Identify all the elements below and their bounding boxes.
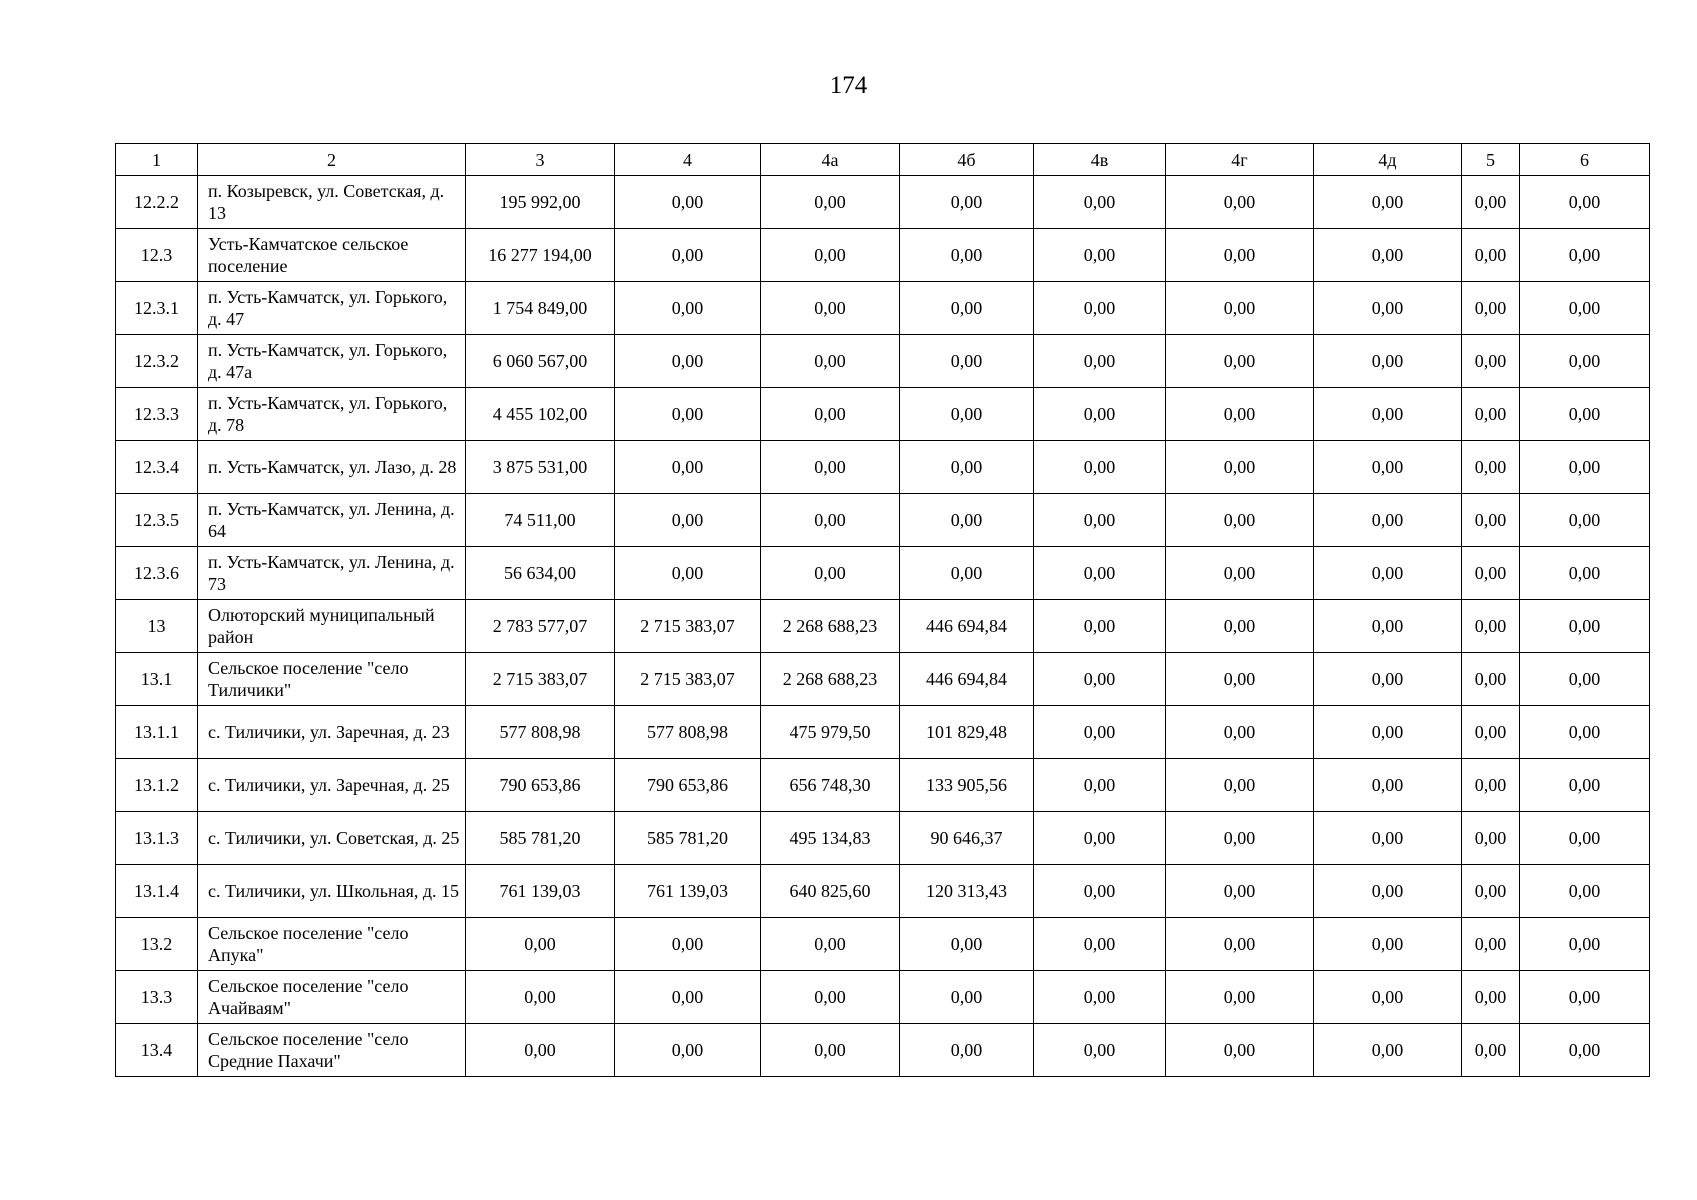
value-cell: 0,00 [1520, 918, 1650, 971]
value-cell: 120 313,43 [900, 865, 1034, 918]
page-number: 174 [829, 72, 868, 99]
value-cell: 0,00 [1462, 918, 1520, 971]
value-cell: 0,00 [615, 176, 761, 229]
value-cell: 0,00 [466, 1024, 615, 1077]
column-header: 4д [1314, 144, 1462, 176]
value-cell: 0,00 [466, 918, 615, 971]
value-cell: 640 825,60 [761, 865, 900, 918]
value-cell: 761 139,03 [466, 865, 615, 918]
value-cell: 0,00 [1314, 812, 1462, 865]
value-cell: 0,00 [615, 441, 761, 494]
value-cell: 0,00 [1034, 759, 1166, 812]
object-name-cell: с. Тиличики, ул. Заречная, д. 23 [198, 706, 466, 759]
object-name-cell: п. Усть-Камчатск, ул. Ленина, д. 73 [198, 547, 466, 600]
value-cell: 0,00 [1034, 176, 1166, 229]
value-cell: 0,00 [900, 176, 1034, 229]
value-cell: 0,00 [900, 918, 1034, 971]
value-cell: 0,00 [1166, 706, 1314, 759]
table-row [116, 282, 1650, 335]
value-cell: 0,00 [1520, 1024, 1650, 1077]
value-cell: 0,00 [1166, 335, 1314, 388]
value-cell: 475 979,50 [761, 706, 900, 759]
column-header: 3 [466, 144, 615, 176]
value-cell: 0,00 [615, 971, 761, 1024]
table-row [116, 229, 1650, 282]
value-cell: 790 653,86 [466, 759, 615, 812]
value-cell: 0,00 [1166, 812, 1314, 865]
table-row [116, 706, 1650, 759]
value-cell: 577 808,98 [466, 706, 615, 759]
value-cell: 761 139,03 [615, 865, 761, 918]
value-cell: 0,00 [1520, 653, 1650, 706]
value-cell: 0,00 [1462, 706, 1520, 759]
value-cell: 0,00 [1462, 812, 1520, 865]
value-cell: 0,00 [1314, 600, 1462, 653]
value-cell: 6 060 567,00 [466, 335, 615, 388]
value-cell: 1 754 849,00 [466, 282, 615, 335]
value-cell: 0,00 [1462, 547, 1520, 600]
header-row [116, 144, 1650, 176]
value-cell: 0,00 [761, 971, 900, 1024]
value-cell: 0,00 [1034, 229, 1166, 282]
value-cell: 0,00 [1034, 282, 1166, 335]
value-cell: 0,00 [900, 547, 1034, 600]
value-cell: 0,00 [1314, 1024, 1462, 1077]
value-cell: 0,00 [1520, 865, 1650, 918]
row-number-cell: 13.4 [116, 1024, 198, 1077]
column-header: 4а [761, 144, 900, 176]
object-name-cell: Сельское поселение "село Апука" [198, 918, 466, 971]
value-cell: 0,00 [1314, 335, 1462, 388]
value-cell: 2 268 688,23 [761, 600, 900, 653]
value-cell: 0,00 [1520, 759, 1650, 812]
value-cell: 0,00 [1462, 335, 1520, 388]
value-cell: 0,00 [1520, 812, 1650, 865]
value-cell: 0,00 [1166, 388, 1314, 441]
value-cell: 90 646,37 [900, 812, 1034, 865]
row-number-cell: 12.2.2 [116, 176, 198, 229]
object-name-cell: Сельское поселение "село Средние Пахачи" [198, 1024, 466, 1077]
value-cell: 0,00 [900, 388, 1034, 441]
value-cell: 0,00 [1462, 388, 1520, 441]
value-cell: 0,00 [1314, 229, 1462, 282]
value-cell: 577 808,98 [615, 706, 761, 759]
object-name-cell: Олюторский муниципальный район [198, 600, 466, 653]
value-cell: 0,00 [761, 918, 900, 971]
row-number-cell: 12.3.6 [116, 547, 198, 600]
table-row [116, 653, 1650, 706]
column-header: 2 [198, 144, 466, 176]
value-cell: 0,00 [1462, 282, 1520, 335]
value-cell: 101 829,48 [900, 706, 1034, 759]
value-cell: 0,00 [1462, 494, 1520, 547]
value-cell: 0,00 [900, 494, 1034, 547]
value-cell: 0,00 [615, 918, 761, 971]
value-cell: 0,00 [1166, 759, 1314, 812]
value-cell: 0,00 [1034, 971, 1166, 1024]
value-cell: 0,00 [1314, 388, 1462, 441]
value-cell: 0,00 [1314, 547, 1462, 600]
row-number-cell: 12.3.4 [116, 441, 198, 494]
value-cell: 0,00 [1462, 176, 1520, 229]
value-cell: 0,00 [1034, 812, 1166, 865]
value-cell: 0,00 [900, 229, 1034, 282]
value-cell: 0,00 [1462, 229, 1520, 282]
value-cell: 0,00 [1166, 1024, 1314, 1077]
value-cell: 0,00 [1034, 653, 1166, 706]
value-cell: 0,00 [1166, 971, 1314, 1024]
value-cell: 2 715 383,07 [466, 653, 615, 706]
row-number-cell: 13.1.3 [116, 812, 198, 865]
table-row [116, 918, 1650, 971]
value-cell: 0,00 [615, 229, 761, 282]
row-number-cell: 12.3.5 [116, 494, 198, 547]
object-name-cell: Сельское поселение "село Тиличики" [198, 653, 466, 706]
value-cell: 0,00 [1462, 441, 1520, 494]
object-name-cell: п. Усть-Камчатск, ул. Горького, д. 78 [198, 388, 466, 441]
value-cell: 0,00 [761, 229, 900, 282]
value-cell: 133 905,56 [900, 759, 1034, 812]
value-cell: 0,00 [1166, 653, 1314, 706]
column-header: 4г [1166, 144, 1314, 176]
value-cell: 0,00 [1314, 653, 1462, 706]
value-cell: 0,00 [1314, 971, 1462, 1024]
value-cell: 0,00 [761, 1024, 900, 1077]
object-name-cell: п. Усть-Камчатск, ул. Лазо, д. 28 [198, 441, 466, 494]
value-cell: 0,00 [615, 388, 761, 441]
value-cell: 0,00 [1034, 918, 1166, 971]
value-cell: 0,00 [615, 335, 761, 388]
value-cell: 0,00 [1034, 335, 1166, 388]
value-cell: 0,00 [1034, 547, 1166, 600]
value-cell: 0,00 [900, 441, 1034, 494]
value-cell: 495 134,83 [761, 812, 900, 865]
value-cell: 0,00 [761, 388, 900, 441]
value-cell: 4 455 102,00 [466, 388, 615, 441]
value-cell: 0,00 [761, 547, 900, 600]
table-body [116, 176, 1650, 1077]
value-cell: 3 875 531,00 [466, 441, 615, 494]
value-cell: 0,00 [1520, 176, 1650, 229]
table-row [116, 547, 1650, 600]
value-cell: 0,00 [1314, 282, 1462, 335]
value-cell: 0,00 [1166, 547, 1314, 600]
value-cell: 0,00 [615, 494, 761, 547]
value-cell: 585 781,20 [615, 812, 761, 865]
table-row [116, 335, 1650, 388]
value-cell: 2 783 577,07 [466, 600, 615, 653]
value-cell: 0,00 [1034, 600, 1166, 653]
value-cell: 74 511,00 [466, 494, 615, 547]
value-cell: 0,00 [1314, 176, 1462, 229]
row-number-cell: 13.1 [116, 653, 198, 706]
value-cell: 0,00 [1462, 759, 1520, 812]
value-cell: 2 268 688,23 [761, 653, 900, 706]
value-cell: 0,00 [1520, 229, 1650, 282]
column-header: 1 [116, 144, 198, 176]
object-name-cell: Сельское поселение "село Ачайваям" [198, 971, 466, 1024]
value-cell: 0,00 [1166, 176, 1314, 229]
object-name-cell: с. Тиличики, ул. Советская, д. 25 [198, 812, 466, 865]
row-number-cell: 12.3.3 [116, 388, 198, 441]
value-cell: 656 748,30 [761, 759, 900, 812]
object-name-cell: с. Тиличики, ул. Заречная, д. 25 [198, 759, 466, 812]
value-cell: 0,00 [1462, 865, 1520, 918]
object-name-cell: п. Козыревск, ул. Советская, д. 13 [198, 176, 466, 229]
table-row [116, 388, 1650, 441]
value-cell: 0,00 [1462, 653, 1520, 706]
value-cell: 0,00 [615, 1024, 761, 1077]
value-cell: 0,00 [1034, 865, 1166, 918]
value-cell: 0,00 [1314, 759, 1462, 812]
row-number-cell: 13.2 [116, 918, 198, 971]
object-name-cell: п. Усть-Камчатск, ул. Ленина, д. 64 [198, 494, 466, 547]
value-cell: 16 277 194,00 [466, 229, 615, 282]
value-cell: 195 992,00 [466, 176, 615, 229]
row-number-cell: 13.1.1 [116, 706, 198, 759]
value-cell: 0,00 [1166, 918, 1314, 971]
table-row [116, 865, 1650, 918]
row-number-cell: 13.1.2 [116, 759, 198, 812]
row-number-cell: 13.1.4 [116, 865, 198, 918]
column-header: 6 [1520, 144, 1650, 176]
value-cell: 2 715 383,07 [615, 653, 761, 706]
table-row [116, 494, 1650, 547]
row-number-cell: 13.3 [116, 971, 198, 1024]
value-cell: 2 715 383,07 [615, 600, 761, 653]
row-number-cell: 12.3.2 [116, 335, 198, 388]
table-row [116, 812, 1650, 865]
value-cell: 0,00 [761, 282, 900, 335]
value-cell: 585 781,20 [466, 812, 615, 865]
data-table [115, 143, 1650, 1077]
value-cell: 0,00 [1520, 600, 1650, 653]
value-cell: 0,00 [1034, 1024, 1166, 1077]
object-name-cell: п. Усть-Камчатск, ул. Горького, д. 47 [198, 282, 466, 335]
value-cell: 0,00 [1314, 706, 1462, 759]
table-row [116, 441, 1650, 494]
value-cell: 0,00 [1520, 441, 1650, 494]
column-header: 5 [1462, 144, 1520, 176]
table-row [116, 1024, 1650, 1077]
value-cell: 0,00 [1166, 865, 1314, 918]
value-cell: 0,00 [1034, 441, 1166, 494]
value-cell: 0,00 [466, 971, 615, 1024]
value-cell: 446 694,84 [900, 653, 1034, 706]
value-cell: 0,00 [1034, 706, 1166, 759]
value-cell: 0,00 [1314, 918, 1462, 971]
table-row [116, 600, 1650, 653]
value-cell: 0,00 [900, 971, 1034, 1024]
value-cell: 0,00 [1520, 388, 1650, 441]
value-cell: 0,00 [1314, 441, 1462, 494]
value-cell: 0,00 [761, 494, 900, 547]
value-cell: 0,00 [615, 547, 761, 600]
value-cell: 0,00 [1166, 441, 1314, 494]
value-cell: 0,00 [900, 1024, 1034, 1077]
column-header: 4 [615, 144, 761, 176]
column-header: 4б [900, 144, 1034, 176]
value-cell: 0,00 [1166, 282, 1314, 335]
object-name-cell: п. Усть-Камчатск, ул. Горького, д. 47а [198, 335, 466, 388]
value-cell: 0,00 [1520, 706, 1650, 759]
value-cell: 0,00 [1314, 494, 1462, 547]
value-cell: 0,00 [1166, 494, 1314, 547]
row-number-cell: 12.3.1 [116, 282, 198, 335]
value-cell: 0,00 [1166, 600, 1314, 653]
value-cell: 0,00 [1462, 600, 1520, 653]
value-cell: 0,00 [761, 335, 900, 388]
object-name-cell: с. Тиличики, ул. Школьная, д. 15 [198, 865, 466, 918]
value-cell: 0,00 [1462, 971, 1520, 1024]
value-cell: 0,00 [615, 282, 761, 335]
value-cell: 0,00 [1034, 494, 1166, 547]
table-row [116, 971, 1650, 1024]
value-cell: 0,00 [1462, 1024, 1520, 1077]
value-cell: 0,00 [1520, 547, 1650, 600]
value-cell: 0,00 [1314, 865, 1462, 918]
value-cell: 0,00 [900, 335, 1034, 388]
value-cell: 790 653,86 [615, 759, 761, 812]
value-cell: 0,00 [761, 441, 900, 494]
object-name-cell: Усть-Камчатское сельское поселение [198, 229, 466, 282]
table-row [116, 176, 1650, 229]
value-cell: 0,00 [1520, 494, 1650, 547]
column-header: 4в [1034, 144, 1166, 176]
row-number-cell: 13 [116, 600, 198, 653]
value-cell: 0,00 [1166, 229, 1314, 282]
value-cell: 0,00 [1034, 388, 1166, 441]
table-row [116, 759, 1650, 812]
value-cell: 0,00 [1520, 335, 1650, 388]
row-number-cell: 12.3 [116, 229, 198, 282]
value-cell: 56 634,00 [466, 547, 615, 600]
value-cell: 0,00 [1520, 282, 1650, 335]
value-cell: 446 694,84 [900, 600, 1034, 653]
value-cell: 0,00 [1520, 971, 1650, 1024]
value-cell: 0,00 [761, 176, 900, 229]
value-cell: 0,00 [900, 282, 1034, 335]
